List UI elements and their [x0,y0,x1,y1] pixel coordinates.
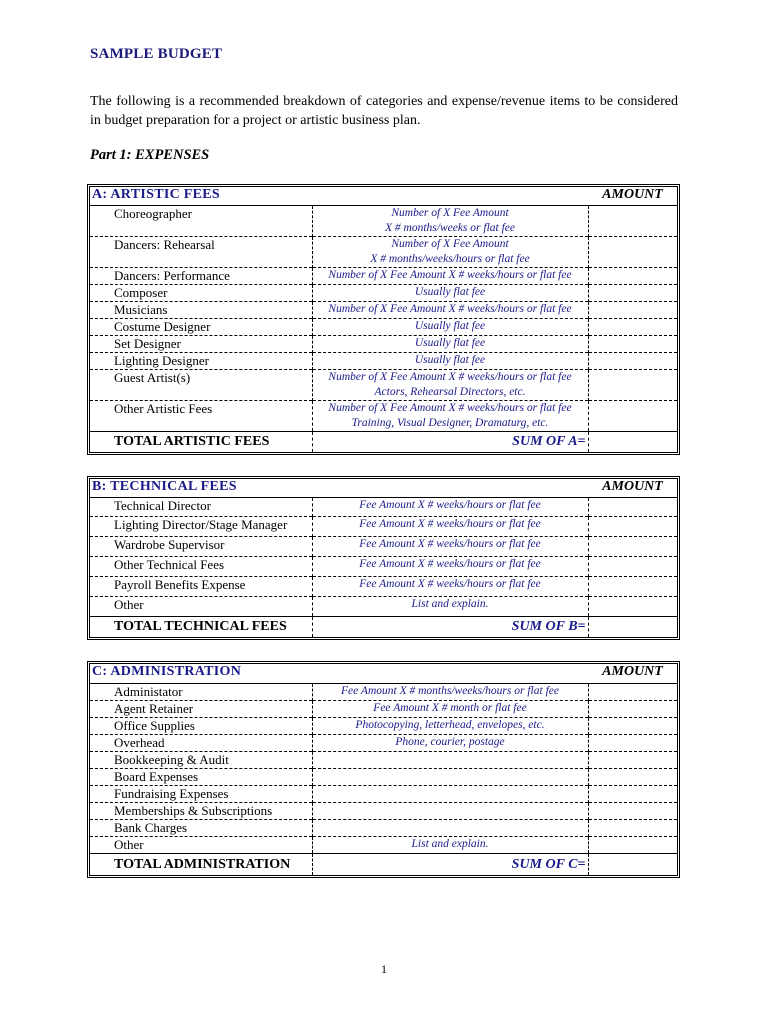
section-title: B: TECHNICAL FEES [90,479,588,498]
item-note: Usually flat fee [312,336,588,353]
amount-header: AMOUNT [588,479,677,498]
table-row [90,752,677,769]
amount-cell [588,336,677,353]
table-header [90,479,677,498]
item-label: Guest Artist(s) [90,370,312,401]
amount-cell [588,684,677,701]
item-label: Board Expenses [90,769,312,786]
item-note: Fee Amount X # months/weeks/hours or flat fee [312,684,588,701]
item-label: Composer [90,285,312,302]
table-row [90,268,677,285]
item-note: Photocopying, letterhead, envelopes, etc. [312,718,588,735]
table-row [90,557,677,577]
table-row [90,517,677,537]
total-amount-cell [588,432,677,452]
intro-paragraph: The following is a recommended breakdown of categories and expense/revenue items to be considered in budget preparation for a project or artistic business plan. [90,94,678,128]
amount-cell [588,752,677,769]
amount-cell [588,319,677,336]
amount-cell [588,498,677,517]
table-row [90,285,677,302]
section-title: C: ADMINISTRATION [90,664,588,684]
item-label: Dancers: Performance [90,268,312,285]
item-label: Musicians [90,302,312,319]
item-label: Technical Director [90,498,312,517]
table-row [90,718,677,735]
item-note: Fee Amount X # weeks/hours or flat fee [312,498,588,517]
table-row [90,786,677,803]
total-label: TOTAL TECHNICAL FEES [90,617,312,637]
item-note: Number of X Fee Amount X # months/weeks/hours or flat fee [312,237,588,268]
amount-cell [588,597,677,617]
section-title: A: ARTISTIC FEES [90,187,588,206]
amount-cell [588,769,677,786]
table-row [90,498,677,517]
item-label: Office Supplies [90,718,312,735]
table-row [90,684,677,701]
amount-cell [588,206,677,237]
item-note [312,803,588,820]
sum-label: SUM OF A= [312,432,588,452]
table-row [90,735,677,752]
item-label: Choreographer [90,206,312,237]
item-note: Usually flat fee [312,285,588,302]
item-label: Other [90,837,312,854]
item-note [312,786,588,803]
amount-header: AMOUNT [588,187,677,206]
table-row [90,353,677,370]
item-label: Payroll Benefits Expense [90,577,312,597]
table-row [90,302,677,319]
amount-header: AMOUNT [588,664,677,684]
table-row [90,701,677,718]
item-note: List and explain. [312,597,588,617]
item-note: Number of X Fee Amount X # weeks/hours or flat fee [312,268,588,285]
item-label: Set Designer [90,336,312,353]
item-label: Costume Designer [90,319,312,336]
artistic-fees-table [87,184,680,455]
amount-cell [588,237,677,268]
total-row [90,617,677,637]
item-label: Other Technical Fees [90,557,312,577]
item-note [312,752,588,769]
document-heading: SAMPLE BUDGET [90,46,223,62]
table-row [90,319,677,336]
item-label: Wardrobe Supervisor [90,537,312,557]
item-note: Fee Amount X # month or flat fee [312,701,588,718]
table-row [90,206,677,237]
amount-cell [588,701,677,718]
amount-cell [588,517,677,537]
administration-table [87,661,680,878]
sum-label: SUM OF B= [312,617,588,637]
amount-cell [588,285,677,302]
amount-cell [588,786,677,803]
table-row [90,769,677,786]
table-row [90,597,677,617]
item-label: Fundraising Expenses [90,786,312,803]
item-note: Fee Amount X # weeks/hours or flat fee [312,557,588,577]
item-label: Memberships & Subscriptions [90,803,312,820]
total-label: TOTAL ADMINISTRATION [90,854,312,875]
amount-cell [588,370,677,401]
item-note: Usually flat fee [312,353,588,370]
item-label: Other [90,597,312,617]
item-label: Dancers: Rehearsal [90,237,312,268]
item-note [312,820,588,837]
table-row [90,820,677,837]
amount-cell [588,718,677,735]
amount-cell [588,820,677,837]
total-row [90,432,677,452]
amount-cell [588,837,677,854]
item-note: Number of X Fee Amount X # months/weeks or flat fee [312,206,588,237]
item-label: Lighting Designer [90,353,312,370]
table-row [90,837,677,854]
item-label: Bookkeeping & Audit [90,752,312,769]
technical-fees-table [87,476,680,640]
table-row [90,336,677,353]
amount-cell [588,401,677,432]
item-label: Agent Retainer [90,701,312,718]
item-note: List and explain. [312,837,588,854]
item-note: Number of X Fee Amount X # weeks/hours or flat fee Training, Visual Designer, Dramaturg, etc. [312,401,588,432]
item-label: Other Artistic Fees [90,401,312,432]
total-row [90,854,677,875]
amount-cell [588,803,677,820]
item-note: Fee Amount X # weeks/hours or flat fee [312,577,588,597]
item-note: Usually flat fee [312,319,588,336]
item-label: Overhead [90,735,312,752]
sum-label: SUM OF C= [312,854,588,875]
table-row [90,803,677,820]
amount-cell [588,735,677,752]
item-note: Phone, courier, postage [312,735,588,752]
item-note: Fee Amount X # weeks/hours or flat fee [312,517,588,537]
item-note [312,769,588,786]
amount-cell [588,537,677,557]
item-label: Bank Charges [90,820,312,837]
item-note: Fee Amount X # weeks/hours or flat fee [312,537,588,557]
total-amount-cell [588,617,677,637]
amount-cell [588,557,677,577]
amount-cell [588,302,677,319]
total-label: TOTAL ARTISTIC FEES [90,432,312,452]
amount-cell [588,577,677,597]
table-header [90,664,677,684]
table-row [90,237,677,268]
table-header [90,187,677,206]
page-number: 1 [381,962,387,976]
table-row [90,401,677,432]
item-note: Number of X Fee Amount X # weeks/hours or flat fee Actors, Rehearsal Directors, etc. [312,370,588,401]
total-amount-cell [588,854,677,875]
part-title: Part 1: EXPENSES [90,147,210,163]
table-row [90,537,677,557]
amount-cell [588,268,677,285]
item-label: Administator [90,684,312,701]
amount-cell [588,353,677,370]
table-row [90,577,677,597]
item-label: Lighting Director/Stage Manager [90,517,312,537]
table-row [90,370,677,401]
item-note: Number of X Fee Amount X # weeks/hours or flat fee [312,302,588,319]
